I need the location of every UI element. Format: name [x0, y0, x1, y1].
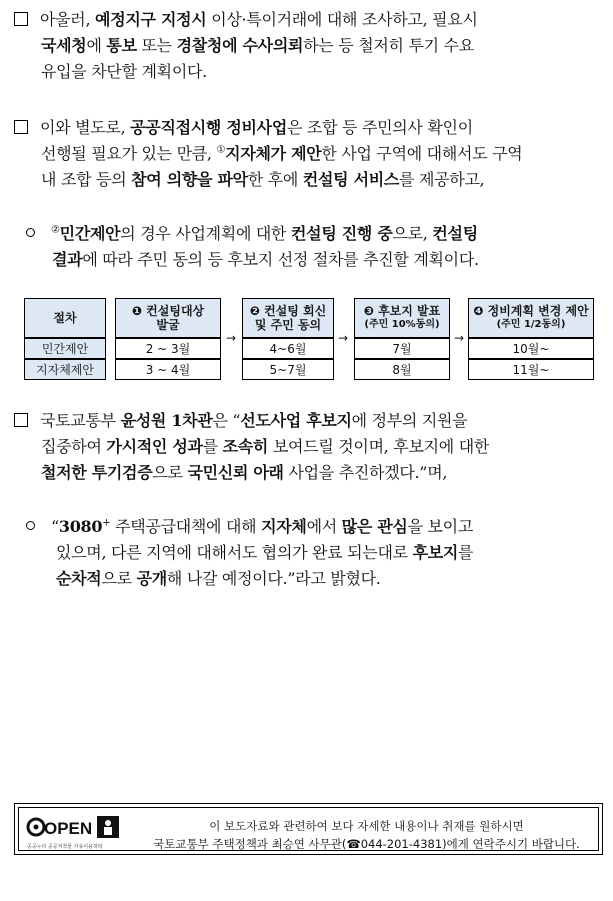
emphasis-text: 순차적	[56, 569, 102, 588]
table-cell: 2 ~ 3월	[115, 338, 221, 359]
text-segment: 이상·특이거래에 대해 조사하고, 필요시	[206, 10, 478, 29]
text-segment: 하는 등 철저히 투기 수요	[303, 36, 474, 55]
text-segment: 유입을 차단할 계획이다.	[41, 62, 207, 81]
text-segment: 은 “	[212, 411, 241, 430]
emphasis-text: 조속히	[222, 437, 269, 456]
para4-line	[14, 408, 604, 434]
superscript-marker: +	[102, 517, 111, 529]
text-segment: 한 후에	[247, 170, 303, 189]
emphasis-text: 컨설팅	[432, 224, 478, 243]
open-logo-graphic	[25, 814, 139, 852]
step-title: ❹ 정비계획 변경 제안	[473, 304, 589, 318]
step-header: ❶ 컨설팅대상 발굴	[115, 298, 221, 338]
text-segment: “	[51, 517, 59, 536]
para5-line	[14, 566, 604, 592]
para2-line	[14, 115, 604, 141]
arrow-right-icon: →	[338, 331, 349, 345]
text-segment: 를	[458, 543, 474, 562]
text-segment: 국토교통부	[40, 411, 121, 430]
paragraph-5	[14, 514, 604, 592]
contact-line-2: 국토교통부 주택정책과 최승연 사무관(☎044-201-4381)에게 연락주시기 바랍니다.	[153, 837, 580, 851]
step-header	[354, 298, 450, 338]
text-segment: 한 사업 구역에 대해서도 구역	[321, 144, 523, 163]
para2-line	[14, 167, 604, 193]
emphasis-text: 철저한 투기검증	[41, 463, 153, 482]
paragraph-4	[14, 408, 604, 486]
step-title: ❸ 후보지 발표	[363, 304, 441, 318]
paragraph-3	[14, 221, 604, 273]
arrow-right-icon: →	[226, 331, 237, 345]
logo-subtext: 공공누리 공공저작물 자유이용허락	[27, 844, 103, 850]
emphasis-text: 3080	[58, 517, 103, 536]
emphasis-text: 통보	[106, 36, 137, 55]
superscript-marker: ②	[51, 224, 60, 236]
table-row-label: 민간제안	[24, 338, 106, 359]
square-bullet-icon	[14, 120, 28, 134]
text-segment: 아울러,	[40, 10, 96, 29]
square-bullet-icon	[14, 12, 28, 26]
text-segment: 주택공급대책에 대해	[110, 517, 262, 536]
para4-line	[14, 434, 604, 460]
emphasis-text: 공공직접시행 정비사업	[130, 118, 287, 137]
emphasis-text: 컨설팅 진행 중	[291, 224, 393, 243]
text-segment: 이와 별도로,	[40, 118, 131, 137]
para3-line	[14, 221, 604, 247]
logo-text: OPEN	[44, 819, 93, 838]
text-segment: 으로	[152, 463, 188, 482]
arrow-right-icon: →	[454, 331, 465, 345]
emphasis-text: 후보지	[412, 543, 459, 562]
text-segment: 의 경우 사업계획에 대한	[120, 224, 292, 243]
emphasis-text: 경찰청에 수사의뢰	[176, 36, 304, 55]
emphasis-text: 많은 관심	[341, 517, 408, 536]
table-cell: 3 ~ 4월	[115, 359, 221, 380]
para5-line	[14, 540, 604, 566]
press-contact-box	[14, 803, 603, 855]
paragraph-2	[14, 115, 604, 193]
text-segment: 또는	[136, 36, 177, 55]
emphasis-text: 선도사업 후보지	[240, 411, 352, 430]
step-subtitle: (주민 1/2동의)	[496, 319, 566, 330]
para2-line	[14, 141, 604, 167]
para5-line	[14, 514, 604, 540]
text-segment: 를	[202, 437, 223, 456]
text-segment: 으로,	[392, 224, 433, 243]
text-segment: 은 조합 등 주민의사 확인이	[286, 118, 473, 137]
square-bullet-icon	[14, 413, 28, 427]
emphasis-text: 국민신뢰 아래	[187, 463, 284, 482]
para1-line	[14, 7, 604, 33]
step-header: ❷ 컨설팅 회신 및 주민 동의	[242, 298, 334, 338]
press-contact-inner	[18, 807, 599, 851]
para1-line	[14, 59, 604, 85]
text-segment: 에	[86, 36, 107, 55]
para3-line	[14, 247, 604, 273]
contact-line-1: 이 보도자료와 관련하여 보다 자세한 내용이나 취재를 원하시면	[209, 819, 524, 833]
emphasis-text: 예정지구 지정시	[95, 10, 207, 29]
superscript-marker: ①	[216, 144, 226, 156]
table-cell: 10월~	[468, 338, 594, 359]
table-row-label: 지자체제안	[24, 359, 106, 380]
emphasis-text: 지자체가 제안	[225, 144, 322, 163]
step-subtitle: (주민 10%동의)	[364, 319, 440, 330]
emphasis-text: 윤성원 1차관	[120, 411, 213, 430]
text-segment: 을 보이고	[407, 517, 473, 536]
table-header-procedure: 절차	[24, 298, 106, 338]
emphasis-text: 컨설팅 서비스	[302, 170, 400, 189]
emphasis-text: 결과	[52, 250, 83, 269]
open-license-logo	[25, 814, 139, 852]
para1-line	[14, 33, 604, 59]
text-segment: 를 제공하고,	[399, 170, 485, 189]
text-segment: 내 조합 등의	[41, 170, 132, 189]
emphasis-text: 공개	[136, 569, 167, 588]
para4-line	[14, 460, 604, 486]
table-cell: 11월~	[468, 359, 594, 380]
text-segment: 에서	[306, 517, 342, 536]
text-segment: 에 정부의 지원을	[351, 411, 468, 430]
paragraph-1	[14, 7, 604, 85]
text-segment: 있으며, 다른 지역에 대해서도 협의가 완료 되는대로	[56, 543, 413, 562]
text-segment: 사업을 추진하겠다.”며,	[283, 463, 448, 482]
text-segment: 에 따라 주민 동의 등 후보지 선정 절차를 추진할 계획이다.	[82, 250, 479, 269]
table-cell: 8월	[354, 359, 450, 380]
emphasis-text: 참여 의향을 파악	[131, 170, 248, 189]
emphasis-text: 국세청	[41, 36, 87, 55]
emphasis-text: 지자체	[261, 517, 307, 536]
table-cell: 7월	[354, 338, 450, 359]
text-segment: 으로	[101, 569, 137, 588]
text-segment: 집중하여	[41, 437, 107, 456]
emphasis-text: 민간제안	[59, 224, 121, 243]
text-segment: 보여드릴 것이며, 후보지에 대한	[268, 437, 490, 456]
text-segment: 선행될 필요가 있는 만큼,	[41, 144, 217, 163]
text-segment: 해 나갈 예정이다.”라고 밝혔다.	[166, 569, 381, 588]
emphasis-text: 가시적인 성과	[106, 437, 203, 456]
step-header	[468, 298, 594, 338]
circle-bullet-icon	[26, 228, 35, 237]
table-cell: 4~6월	[242, 338, 334, 359]
circle-bullet-icon	[26, 521, 35, 530]
table-cell: 5~7월	[242, 359, 334, 380]
